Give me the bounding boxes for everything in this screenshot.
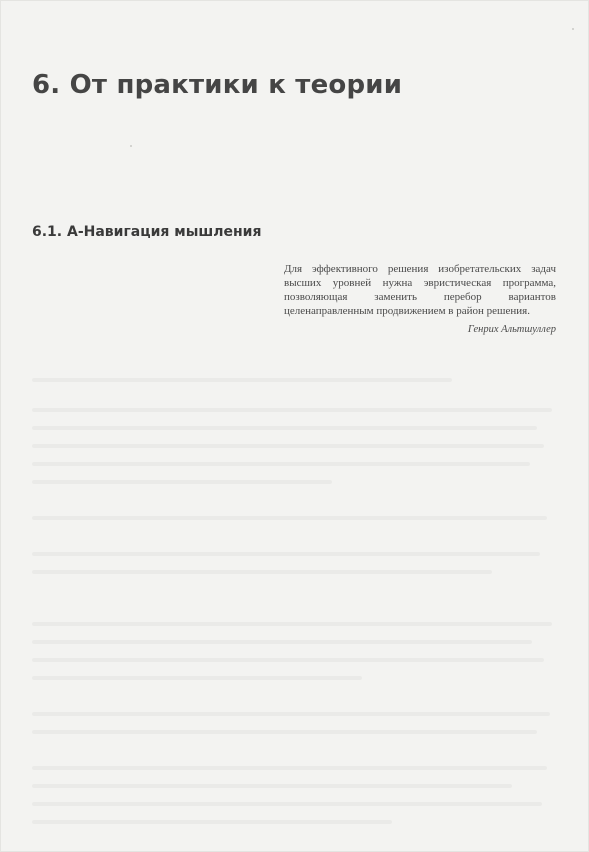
scan-speck bbox=[130, 145, 132, 147]
bleed-line bbox=[32, 622, 552, 626]
bleed-line bbox=[32, 640, 532, 644]
bleed-line bbox=[32, 784, 512, 788]
bleed-line bbox=[32, 426, 537, 430]
scan-speck bbox=[572, 28, 574, 30]
bleed-line bbox=[32, 820, 392, 824]
section-title: 6.1. А-Навигация мышления bbox=[32, 224, 262, 240]
bleed-line bbox=[32, 730, 537, 734]
bleed-line bbox=[32, 480, 332, 484]
chapter-title: 6. От практики к теории bbox=[32, 70, 403, 100]
bleed-line bbox=[32, 766, 547, 770]
bleed-line bbox=[32, 516, 547, 520]
bleed-line bbox=[32, 444, 544, 448]
bleed-line bbox=[32, 802, 542, 806]
bleed-line bbox=[32, 408, 552, 412]
epigraph bbox=[284, 262, 556, 335]
bleed-line bbox=[32, 378, 452, 382]
epigraph-author: Генрих Альтшуллер bbox=[467, 324, 556, 335]
bleed-line bbox=[32, 570, 492, 574]
bleed-line bbox=[32, 712, 550, 716]
bleed-line bbox=[32, 676, 362, 680]
epigraph-text: Для эффективного решения изобретательских задач высших уровней нужна эвристическая программа, позволяющая заменить перебор вариантов целенаправленным продвижением в район решения. bbox=[284, 263, 556, 317]
bleed-line bbox=[32, 462, 530, 466]
bleed-line bbox=[32, 552, 540, 556]
bleed-line bbox=[32, 658, 544, 662]
